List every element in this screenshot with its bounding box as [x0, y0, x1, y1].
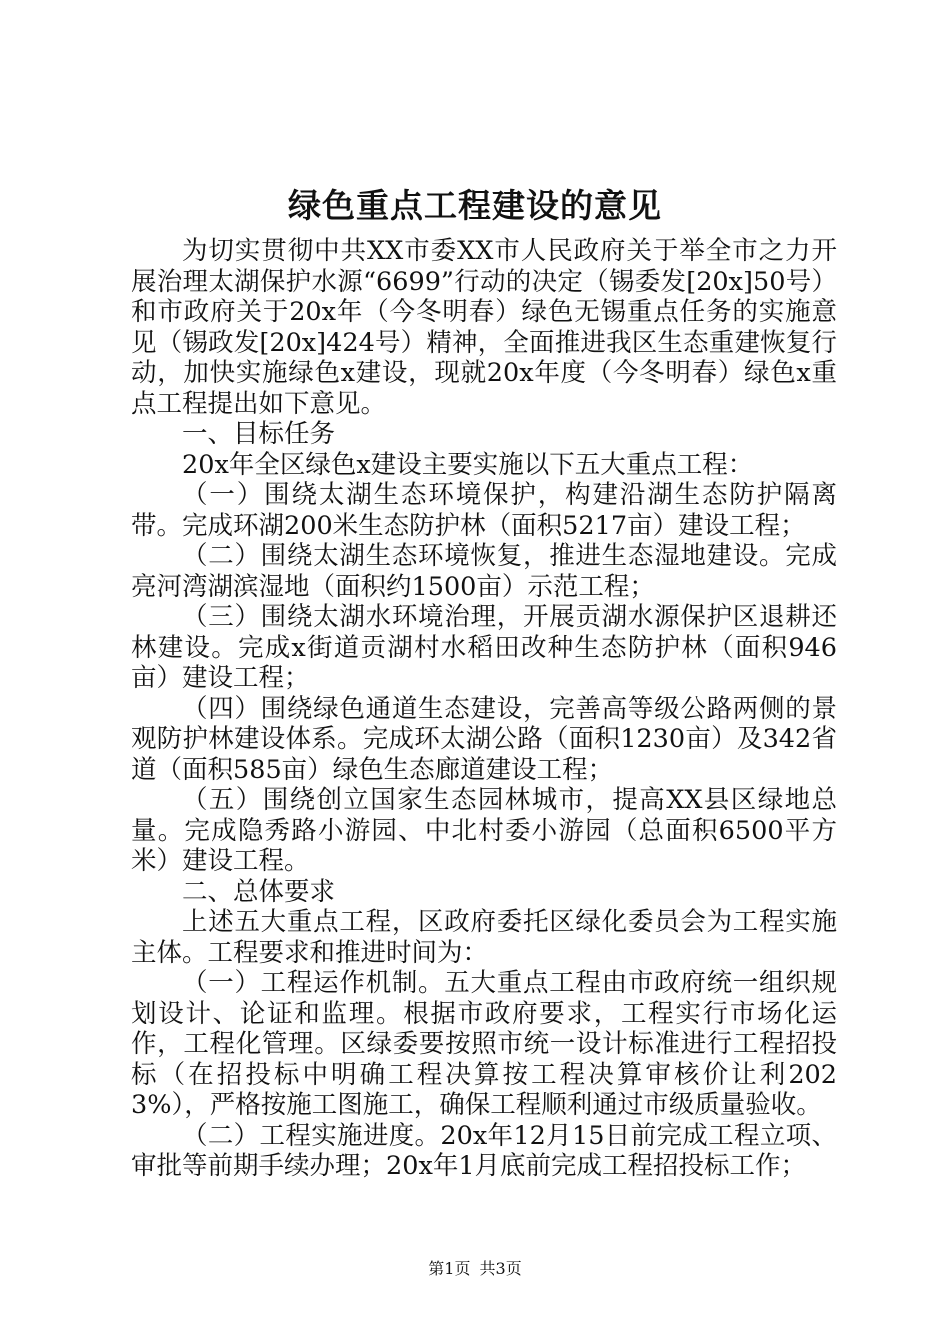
section-heading-requirements: 二、总体要求 — [182, 876, 336, 907]
list-item-project-1: （一）围绕太湖生态环境保护，构建沿湖生态防护隔离带。完成环湖200米生态防护林（面积5217亩）建设工程； — [131, 480, 837, 541]
paragraph-goals-summary: 20x年全区绿色x建设主要实施以下五大重点工程： — [182, 449, 754, 480]
list-item-project-3: （三）围绕太湖水环境治理，开展贡湖水源保护区退耕还林建设。完成x街道贡湖村水稻田改种生态防护林（面积946亩）建设工程； — [131, 602, 837, 693]
page-number: 第1页 — [428, 1259, 471, 1278]
list-item-project-4: （四）围绕绿色通道生态建设，完善高等级公路两侧的景观防护林建设体系。完成环太湖公路（面积1230亩）及342省道（面积585亩）绿色生态廊道建设工程； — [131, 693, 837, 785]
list-item-project-2: （二）围绕太湖生态环境恢复，推进生态湿地建设。完成亮河湾湖滨湿地（面积约1500亩）示范工程； — [131, 541, 837, 602]
document-title: 绿色重点工程建设的意见 — [288, 186, 662, 225]
page-footer — [0, 1258, 950, 1280]
document-body — [131, 236, 837, 1182]
list-item-project-5: （五）围绕创立国家生态园林城市，提高XX县区绿地总量。完成隐秀路小游园、中北村委小游园（总面积6500平方米）建设工程。 — [131, 785, 837, 876]
paragraph-requirements-summary: 上述五大重点工程，区政府委托区绿化委员会为工程实施主体。工程要求和推进时间为： — [131, 907, 837, 968]
paragraph-intro: 为切实贯彻中共XX市委XX市人民政府关于举全市之力开展治理太湖保护水源“6699”行动的决定（锡委发[20x]50号）和市政府关于20x年（今冬明春）绿色无锡重点任务的实施意见（锡政发[20x]424号）精神，全面推进我区生态重建恢复行动，加快实施绿色x建设，现就20x年度（今冬明春）绿色x重点工程提出如下意见。 — [131, 236, 837, 419]
list-item-requirement-1: （一）工程运作机制。五大重点工程由市政府统一组织规划设计、论证和监理。根据市政府要求，工程实行市场化运作，工程化管理。区绿委要按照市统一设计标准进行工程招投标（在招投标中明确工程决算按工程决算审核价让利2023%），严格按施工图施工，确保工程顺利通过市级质量验收。 — [131, 968, 837, 1120]
page-total: 共3页 — [479, 1259, 522, 1278]
list-item-requirement-2: （二）工程实施进度。20x年12月15日前完成工程立项、审批等前期手续办理；20x年1月底前完成工程招投标工作； — [131, 1120, 837, 1181]
section-heading-goals: 一、目标任务 — [182, 419, 336, 449]
